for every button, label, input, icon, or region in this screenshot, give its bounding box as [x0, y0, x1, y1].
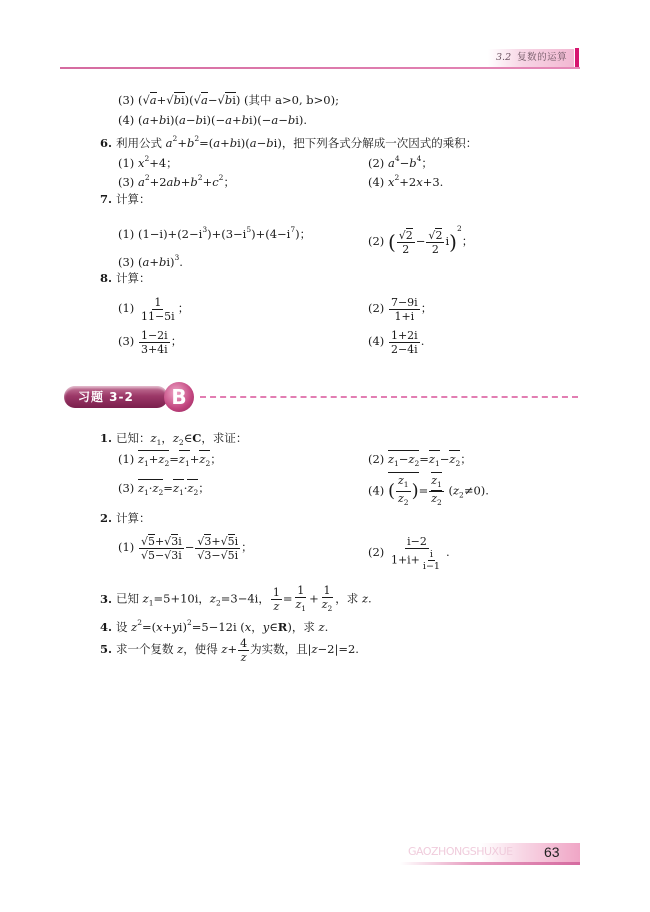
question-number: 1. [100, 431, 113, 445]
item-label: (2) [368, 452, 385, 466]
condition-text: (其中 a>0, b>0); [244, 93, 339, 107]
q8-item-4: (4) $\frac{1+2i}{2-4i}$ . [368, 328, 425, 356]
item-label: (2) [368, 156, 385, 170]
question-7-prompt [100, 191, 151, 207]
header-rule [60, 67, 580, 69]
item-label: (3) [118, 255, 135, 269]
question-number: 4. [100, 620, 113, 634]
b-q2-item-2: (2) i−2 1+i+ $\frac{i}{i-1}$ . [368, 534, 450, 572]
b-question-4: 4. 设 $z^2=(x+yi)^2=5-12i$ (x，y∈R)，求 z. [100, 618, 329, 634]
item-label: (3) [118, 93, 135, 107]
question-number: 7. [100, 192, 113, 206]
q6-item-4: (4) $x^2+2x+3$. [368, 173, 444, 189]
b-question-1-prompt: 1. 已知：$z_1$，$z_2\in C$，求证： [100, 431, 248, 447]
q5-item-4: (4) (a+bi)(a−bi)(−a+bi)(−a−bi). [118, 113, 308, 127]
q8-item-3: (3) $\frac{1-2i}{3+4i}$ ； [118, 328, 183, 356]
prompt-text: 计算： [116, 192, 151, 206]
item-label: (1) [118, 452, 135, 466]
q7-item-1: (1) $(1-i)+(2-i^3)+(3-i^5)+(4-i^7)$； [118, 225, 312, 241]
banner-dashed-rule [200, 396, 578, 398]
item-label: (4) [368, 334, 385, 348]
b-q2-item-1: (1) $\frac{√5+√3i}{√5-√3i}$ − $\frac{√3+√5i}{√3-√5i}$ ； [118, 534, 253, 562]
question-8-prompt [100, 270, 151, 286]
q5-item-3: (3) (√a+√bi)(√a−√bi) (其中 a>0, b>0); [118, 93, 339, 107]
exercise-banner-label: 习题 3-2 [78, 390, 134, 404]
item-label: (2) [368, 301, 385, 315]
footer-brand: GAOZHONGSHUXUE [408, 845, 513, 858]
page-number: 63 [544, 844, 560, 860]
question-number: 2. [100, 511, 113, 525]
section-header-tab [488, 49, 574, 67]
b-q1-item-4: (4) ( $\frac{z_1}{z_2}$ )= $\frac{z_1}{z_2}$ $(z_2\ne 0)$. [368, 474, 489, 507]
b-q1-item-3: (3) $z_1\cdot z_2=z_1\cdot z_2$； [118, 481, 210, 497]
b-question-5: 5. 求一个复数 z，使得 z+ $\frac{4}{z}$ 为实数，且|z−2|=2. [100, 636, 359, 664]
item-label: (4) [368, 175, 385, 189]
item-label: (4) [368, 483, 385, 498]
item-label: (3) [118, 175, 135, 189]
q8-item-2: (2) $\frac{7-9i}{1+i}$ ； [368, 295, 433, 323]
item-label: (4) [118, 113, 135, 127]
item-label: (1) [118, 156, 135, 170]
section-number: 3.2 [496, 52, 512, 63]
level-b-badge: B [164, 382, 194, 412]
item-label: (2) [368, 234, 385, 248]
footer-rule [400, 862, 580, 865]
item-label: (3) [118, 334, 135, 348]
prompt-text: ，把下列各式分解成一次因式的乘积： [281, 136, 478, 150]
item-label: (3) [118, 481, 135, 495]
b-q1-item-1: (1) $z_1+z_2=z_1+z_2$； [118, 452, 222, 468]
q7-item-2: (2) ( $\frac{√2}{2}$ − $\frac{√2}{2}$ i)$^2$； [368, 224, 474, 256]
question-number: 3. [100, 591, 113, 606]
q6-item-3: (3) $a^2+2ab+b^2+c^2$； [118, 173, 235, 189]
item-label: (1) [118, 301, 135, 315]
question-number: 8. [100, 271, 113, 285]
question-6-prompt: 6. 利用公式 $a^2+b^2=(a+bi)(a-bi)$，把下列各式分解成一次因式的乘积： [100, 134, 478, 150]
item-label: (2) [368, 545, 385, 559]
question-number: 6. [100, 136, 113, 150]
q7-item-3: (3) $(a+bi)^3$. [118, 253, 183, 269]
item-label: (1) [118, 227, 135, 241]
q6-item-2: (2) $a^4-b^4$； [368, 154, 433, 170]
prompt-text: 利用公式 [116, 136, 163, 150]
prompt-text: 计算： [116, 271, 151, 285]
b-question-3: 3. 已知 $z_1=5+10i$，$z_2=3-4i$， $\frac{1}{z}$ = $\frac{1}{z_1}$ + $\frac{1}{z_2}$ ，求 z. [100, 584, 372, 613]
b-question-2-prompt: 2. 计算： [100, 511, 151, 525]
section-title: 复数的运算 [517, 52, 568, 63]
q6-item-1: (1) $x^2+4$； [118, 154, 178, 170]
b-q1-item-2: (2) $z_1-z_2=z_1-z_2$； [368, 452, 472, 468]
item-label: (1) [118, 540, 135, 554]
header-accent-bar [575, 48, 579, 68]
question-number: 5. [100, 642, 113, 656]
q8-item-1: (1) $\frac{1}{11-5i}$ ； [118, 295, 190, 323]
